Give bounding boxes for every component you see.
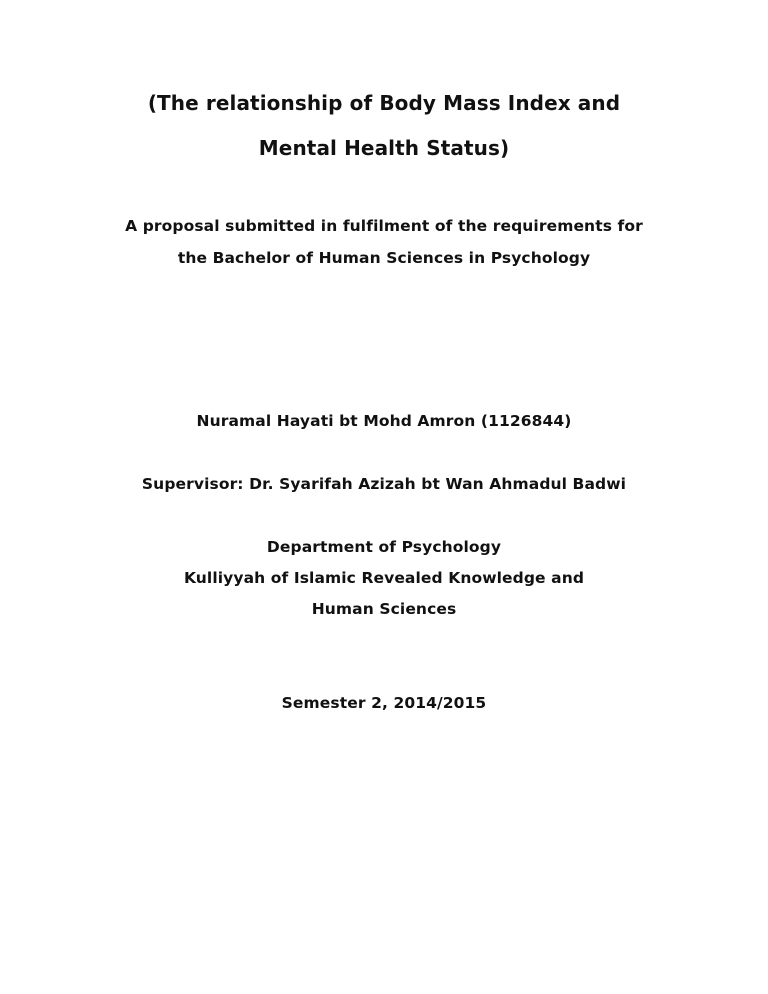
proposal-statement-line-2: the Bachelor of Human Sciences in Psychology bbox=[177, 249, 591, 267]
document-title-line-1: (The relationship of Body Mass Index and bbox=[147, 91, 621, 115]
author-name: Nuramal Hayati bt Mohd Amron (1126844) bbox=[196, 412, 572, 430]
department-name: Department of Psychology bbox=[266, 538, 502, 556]
kulliyyah-line-1: Kulliyyah of Islamic Revealed Knowledge and bbox=[183, 569, 585, 587]
semester: Semester 2, 2014/2015 bbox=[281, 694, 487, 712]
kulliyyah-line-2: Human Sciences bbox=[311, 600, 457, 618]
proposal-statement-line-1: A proposal submitted in fulfilment of the requirements for bbox=[125, 217, 643, 235]
document-title-line-2: Mental Health Status) bbox=[258, 136, 510, 160]
supervisor-name: Supervisor: Dr. Syarifah Azizah bt Wan Ahmadul Badwi bbox=[141, 475, 627, 493]
